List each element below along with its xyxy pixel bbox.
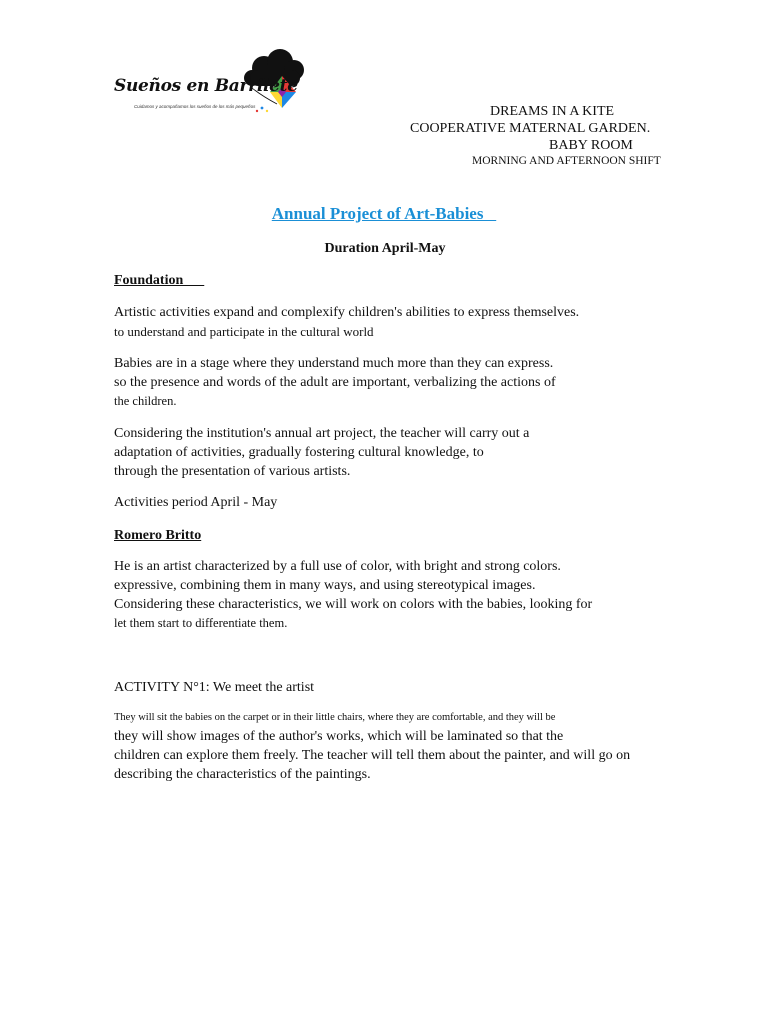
foundation-heading-text: Foundation <box>114 273 205 288</box>
foundation-heading <box>114 271 204 290</box>
header-line-1: DREAMS IN A KITE <box>490 104 615 119</box>
activity-1-paragraph <box>114 727 630 784</box>
paragraph-line: expressive, combining them in many ways, and using stereotypical images. <box>114 578 536 593</box>
activity-1-heading: ACTIVITY N°1: We meet the artist <box>114 680 315 695</box>
paragraph-line: Considering the institution's annual art project, the teacher will carry out a <box>114 426 530 441</box>
logo <box>112 48 307 118</box>
logo-tagline: Cuidamos y acompañamos los sueños de los más pequeños <box>134 104 256 109</box>
paragraph-line: describing the characteristics of the paintings. <box>114 767 371 782</box>
activity-1-small-line: They will sit the babies on the carpet or in their little chairs, where they are comfortable, and they will be <box>114 712 556 723</box>
paragraph-line: they will show images of the author's works, which will be laminated so that the <box>114 729 564 744</box>
paragraph-line: Artistic activities expand and complexify children's abilities to express themselves. <box>114 305 580 320</box>
paragraph-line: adaptation of activities, gradually fostering cultural knowledge, to <box>114 445 484 460</box>
paragraph-line: He is an artist characterized by a full use of color, with bright and strong colors. <box>114 559 561 574</box>
duration: Duration April-May <box>324 241 446 256</box>
paragraph-line: to understand and participate in the cultural world <box>114 324 374 339</box>
paragraph-3 <box>114 424 529 481</box>
document-title: Annual Project of Art-Babies <box>271 204 497 223</box>
paragraph-line: the children. <box>114 394 177 408</box>
artist-paragraph <box>114 557 592 633</box>
activities-period: Activities period April - May <box>114 495 278 510</box>
header-line-2: COOPERATIVE MATERNAL GARDEN. <box>410 121 651 136</box>
paragraph-2 <box>114 354 556 411</box>
paragraph-line: Babies are in a stage where they understand much more than they can express. <box>114 356 554 371</box>
header-line-4: MORNING AND AFTERNOON SHIFT <box>472 155 661 167</box>
artist-heading <box>114 526 201 545</box>
header-line-3: BABY ROOM <box>549 138 633 153</box>
paragraph-line: through the presentation of various artists. <box>114 464 351 479</box>
paragraph-line: Considering these characteristics, we will work on colors with the babies, looking for <box>114 597 593 612</box>
paragraph-1 <box>114 303 579 341</box>
logo-text: Sueños en Barrilete <box>114 76 298 96</box>
paragraph-line: children can explore them freely. The teacher will tell them about the painter, and will go on <box>114 748 631 763</box>
paragraph-line: let them start to differentiate them. <box>114 616 288 630</box>
paragraph-line: so the presence and words of the adult are important, verbalizing the actions of <box>114 375 556 390</box>
artist-heading-text: Romero Britto <box>114 528 202 543</box>
